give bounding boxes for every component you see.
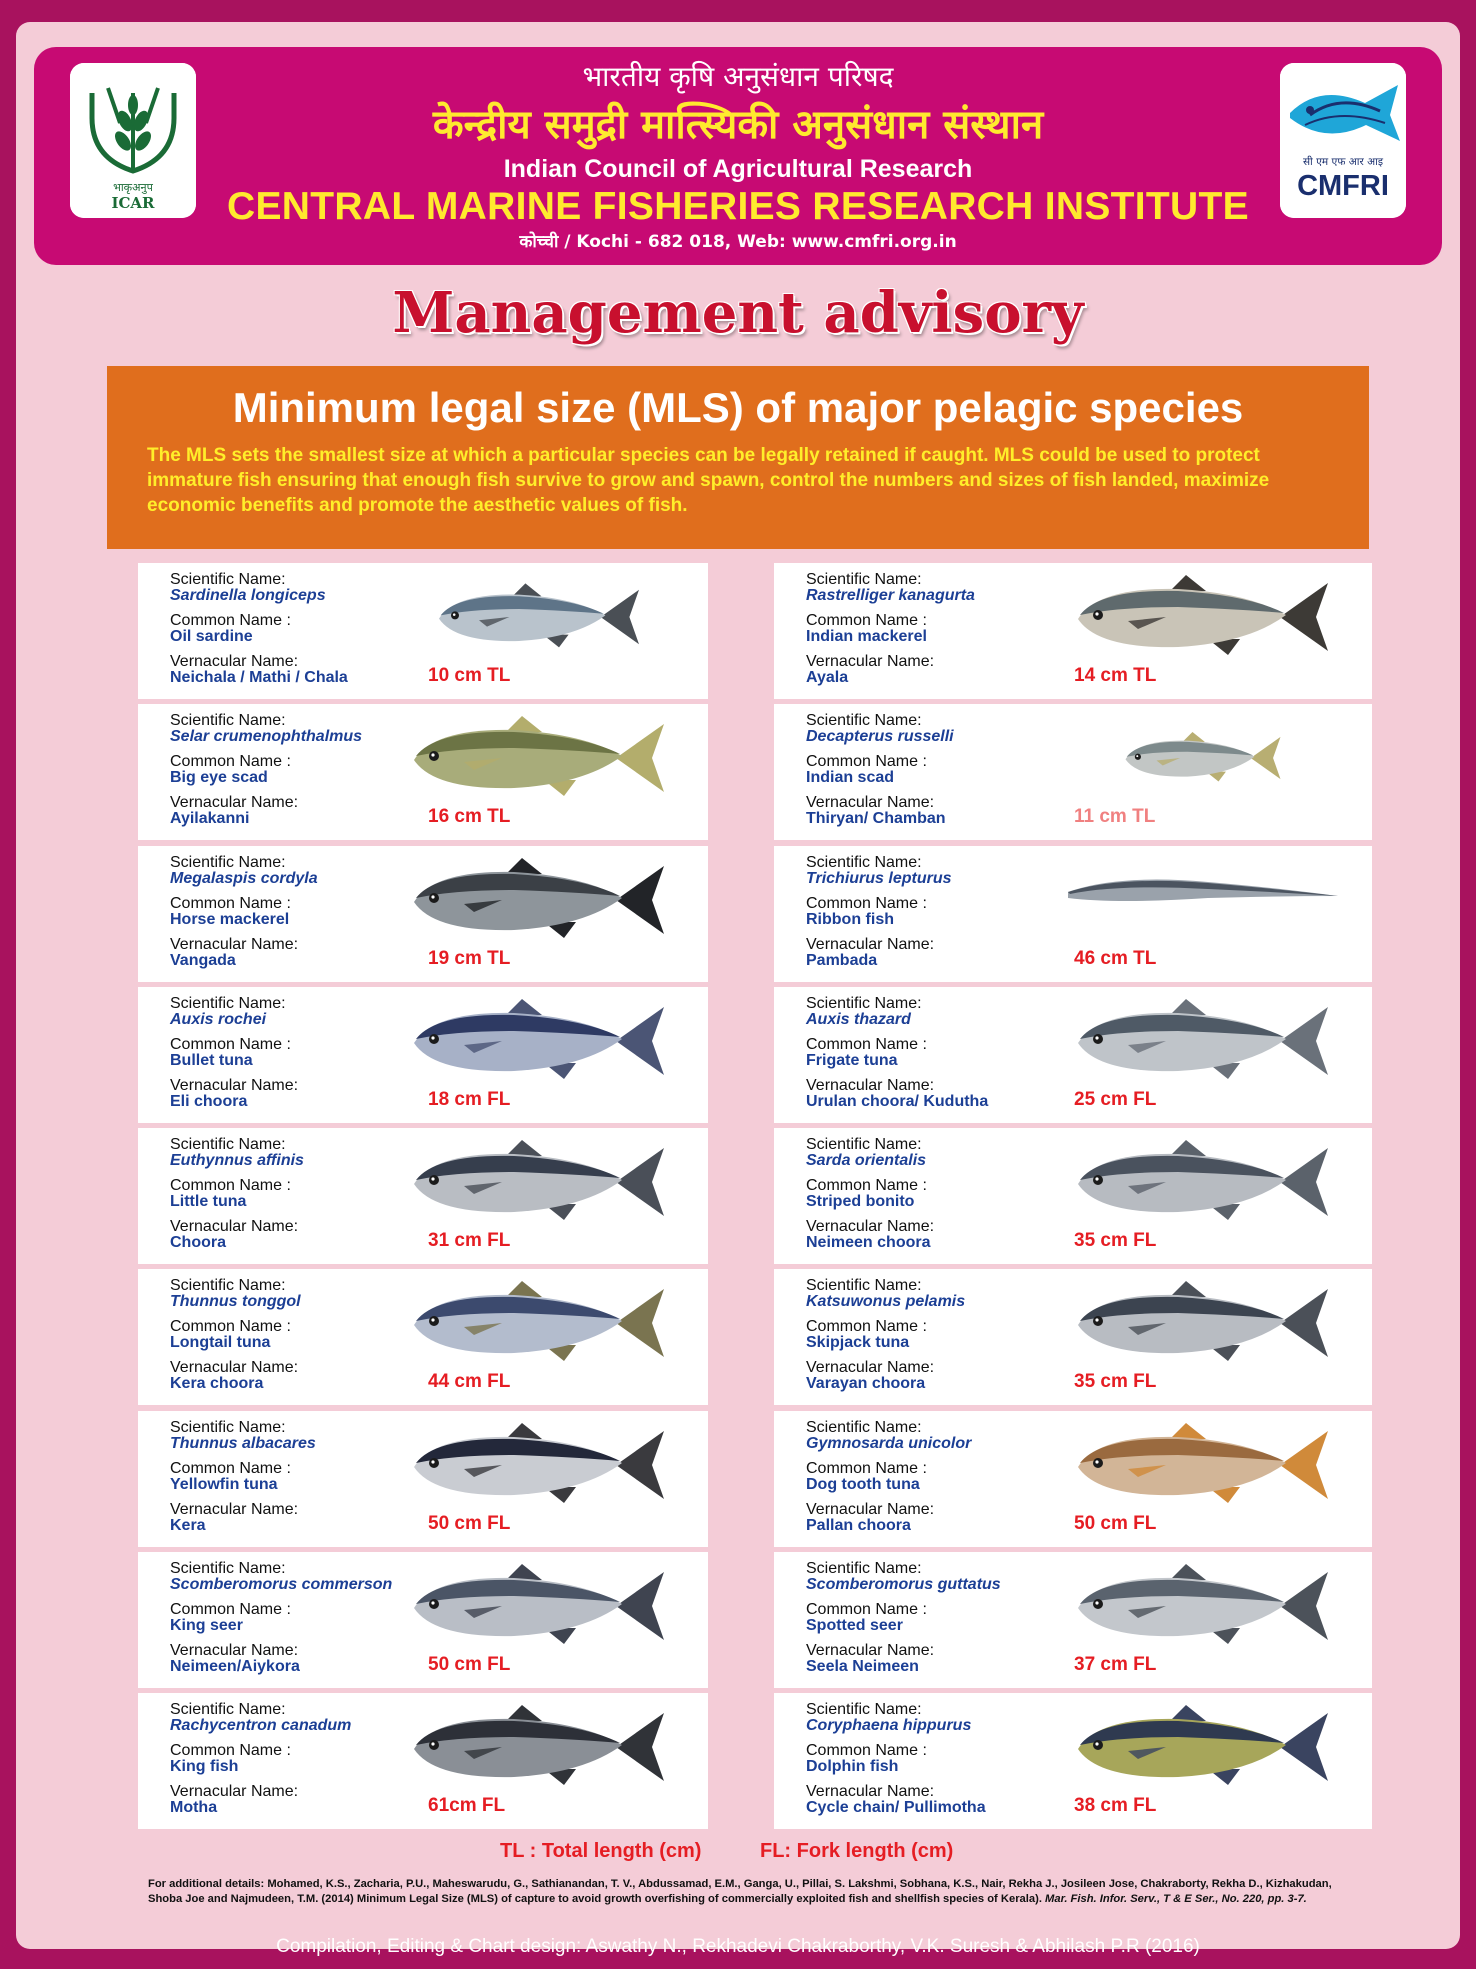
legend-fl: FL: Fork length (cm) [760,1840,954,1862]
scientific-label: Scientific Name: [170,712,286,729]
species-card [774,846,1372,982]
scientific-name: Megalaspis cordyla [170,870,318,887]
fish-icon [1058,1134,1348,1230]
vernacular-name: Neichala / Mathi / Chala [170,669,348,686]
vernacular-name: Kera [170,1517,206,1534]
scientific-name: Thunnus tonggol [170,1293,301,1310]
mls-size: 25 cm FL [1074,1089,1157,1110]
fish-icon [1058,1275,1348,1371]
fish-icon [1058,1417,1348,1513]
mls-title: Minimum legal size (MLS) of major pelagic species [232,384,1244,431]
common-label: Common Name : [170,753,291,770]
vernacular-name: Seela Neimeen [806,1658,919,1675]
common-name: Oil sardine [170,628,253,645]
species-card [774,563,1372,699]
common-label: Common Name : [806,1318,927,1335]
species-card [138,1552,708,1688]
common-name: Indian mackerel [806,628,927,645]
scientific-name: Auxis thazard [806,1011,911,1028]
address-line: कोच्ची / Kochi - 682 018, Web: www.cmfri.org.in [519,232,957,252]
scientific-label: Scientific Name: [170,1701,286,1718]
scientific-name: Scomberomorus guttatus [806,1576,1001,1593]
credits-footer: Compilation, Editing & Chart design: Aswathy N., Rekhadevi Chakraborthy, V.K. Suresh & Abhilash P.R (2016) [276,1936,1200,1957]
mls-size: 50 cm FL [428,1654,511,1675]
svg-text:ICAR: ICAR [111,194,155,212]
species-card [138,1269,708,1405]
vernacular-name: Pambada [806,952,878,969]
species-card [774,987,1372,1123]
vernacular-name: Neimeen choora [806,1234,931,1251]
scientific-label: Scientific Name: [170,1136,286,1153]
org-name: Indian Council of Agricultural Research [503,155,973,183]
species-card [138,987,708,1123]
common-label: Common Name : [170,1318,291,1335]
vernacular-name: Urulan choora/ Kudutha [806,1093,989,1110]
scientific-name: Gymnosarda unicolor [806,1435,972,1452]
species-card [138,1128,708,1264]
scientific-name: Thunnus albacares [170,1435,316,1452]
fish-icon [1058,993,1348,1089]
fish-icon [394,1275,684,1371]
species-card [774,1128,1372,1264]
scientific-name: Decapterus russelli [806,728,954,745]
common-label: Common Name : [170,1742,291,1759]
vernacular-name: Cycle chain/ Pullimotha [806,1799,986,1816]
vernacular-label: Vernacular Name: [170,1501,299,1518]
mls-size: 50 cm FL [1074,1513,1157,1534]
common-name: Spotted seer [806,1617,903,1634]
mls-size: 50 cm FL [428,1513,511,1534]
common-label: Common Name : [806,612,927,629]
fish-icon [394,852,684,948]
common-name: Little tuna [170,1193,247,1210]
scientific-name: Scomberomorus commerson [170,1576,393,1593]
scientific-label: Scientific Name: [806,995,922,1012]
vernacular-label: Vernacular Name: [170,653,299,670]
svg-text:सी एम एफ आर आइ: सी एम एफ आर आइ [1302,156,1384,168]
scientific-label: Scientific Name: [170,1560,286,1577]
mls-size: 61cm FL [428,1795,506,1816]
mls-size: 10 cm TL [428,665,511,686]
common-name: Ribbon fish [806,911,894,928]
species-card [774,704,1372,840]
vernacular-label: Vernacular Name: [806,1077,935,1094]
vernacular-name: Ayilakanni [170,810,250,827]
species-card [774,1552,1372,1688]
fish-icon [394,1558,684,1654]
mls-description: The MLS sets the smallest size at which a particular species can be legally retained if caught. MLS could be used to protect immature fish ensuring that enough fish survive to grow and spawn, control the numbers and sizes of fish landed, maximize economic benefits and promote the aesthetic values of fish. [147,445,1270,516]
scientific-label: Scientific Name: [170,995,286,1012]
species-card [774,1411,1372,1547]
vernacular-name: Eli choora [170,1093,248,1110]
common-label: Common Name : [170,1177,291,1194]
scientific-name: Selar crumenophthalmus [170,728,363,745]
common-name: Skipjack tuna [806,1334,910,1351]
fish-icon [1058,569,1348,665]
vernacular-label: Vernacular Name: [806,1783,935,1800]
common-label: Common Name : [806,1601,927,1618]
mls-size: 38 cm FL [1074,1795,1157,1816]
mls-size: 35 cm FL [1074,1371,1157,1392]
vernacular-name: Vangada [170,952,236,969]
scientific-name: Katsuwonus pelamis [806,1293,966,1310]
vernacular-name: Thiryan/ Chamban [806,810,946,827]
vernacular-label: Vernacular Name: [806,653,935,670]
scientific-name: Rastrelliger kanagurta [806,587,975,604]
scientific-label: Scientific Name: [170,854,286,871]
fish-icon [394,1134,684,1230]
hindi-org-name: भारतीय कृषि अनुसंधान परिषद [582,60,894,93]
common-label: Common Name : [806,1742,927,1759]
hindi-institute-name: केन्द्रीय समुद्री मात्स्यिकी अनुसंधान संस्थान [432,102,1044,148]
svg-text:भाकृअनुप: भाकृअनुप [113,181,153,194]
common-label: Common Name : [806,1036,927,1053]
common-label: Common Name : [170,1036,291,1053]
common-label: Common Name : [806,1177,927,1194]
vernacular-label: Vernacular Name: [170,1783,299,1800]
mls-size: 11 cm TL [1074,806,1156,827]
scientific-label: Scientific Name: [806,1701,922,1718]
common-label: Common Name : [806,895,927,912]
vernacular-name: Motha [170,1799,218,1816]
common-label: Common Name : [806,753,927,770]
svg-text:CMFRI: CMFRI [1297,170,1389,202]
mls-size: 16 cm TL [428,806,511,827]
common-name: King seer [170,1617,243,1634]
scientific-label: Scientific Name: [806,1560,922,1577]
scientific-label: Scientific Name: [170,1277,286,1294]
reference-text: For additional details: Mohamed, K.S., Zacharia, P.U., Maheswarudu, G., Sathianandan, T. V., Abdussamad, E.M., Ganga, U., Pillai, S. Lakshmi, Sobhana, K.S., Nair, Rekha J., Josileen Jose, Chakraborty, Rekha D., Kizhakudan, Shoba Joe and Najmudeen, T.M. (2014) Minimum Legal Size (MLS) of capture to avoid growth overfishing of commercially exploited fish and shellfish species of Kerala). [148,1878,1332,1905]
references [148,1877,1338,1907]
vernacular-label: Vernacular Name: [806,794,935,811]
common-name: Dog tooth tuna [806,1476,920,1493]
vernacular-name: Ayala [806,669,849,686]
mls-size: 44 cm FL [428,1371,511,1392]
mls-size: 37 cm FL [1074,1654,1157,1675]
scientific-name: Coryphaena hippurus [806,1717,972,1734]
scientific-label: Scientific Name: [806,571,922,588]
scientific-name: Rachycentron canadum [170,1717,352,1734]
vernacular-name: Neimeen/Aiykora [170,1658,300,1675]
legend-tl: TL : Total length (cm) [500,1840,702,1862]
mls-banner [107,366,1369,549]
common-name: Indian scad [806,769,895,786]
mls-size: 18 cm FL [428,1089,511,1110]
vernacular-name: Kera choora [170,1375,264,1392]
mls-size: 14 cm TL [1074,665,1157,686]
scientific-label: Scientific Name: [806,1419,922,1436]
scientific-label: Scientific Name: [170,1419,286,1436]
common-label: Common Name : [170,895,291,912]
fish-icon [1058,710,1348,806]
scientific-label: Scientific Name: [806,854,922,871]
header-banner [34,47,1442,265]
common-name: Bullet tuna [170,1052,253,1069]
common-name: King fish [170,1758,239,1775]
common-name: Striped bonito [806,1193,915,1210]
fish-icon [394,1417,684,1513]
vernacular-label: Vernacular Name: [806,1642,935,1659]
common-label: Common Name : [170,1601,291,1618]
fish-icon [1058,852,1348,948]
institute-name: CENTRAL MARINE FISHERIES RESEARCH INSTITUTE [227,185,1249,228]
common-name: Longtail tuna [170,1334,271,1351]
common-name: Yellowfin tuna [170,1476,278,1493]
scientific-label: Scientific Name: [806,1136,922,1153]
vernacular-label: Vernacular Name: [170,1218,299,1235]
species-card [138,563,708,699]
scientific-label: Scientific Name: [806,1277,922,1294]
vernacular-label: Vernacular Name: [170,1077,299,1094]
vernacular-label: Vernacular Name: [170,794,299,811]
vernacular-label: Vernacular Name: [170,1359,299,1376]
species-card [138,1411,708,1547]
vernacular-label: Vernacular Name: [806,1218,935,1235]
species-card [138,1693,708,1829]
vernacular-name: Varayan choora [806,1375,926,1392]
vernacular-label: Vernacular Name: [170,1642,299,1659]
mls-size: 19 cm TL [428,948,511,969]
vernacular-label: Vernacular Name: [806,1501,935,1518]
common-label: Common Name : [170,612,291,629]
vernacular-label: Vernacular Name: [806,1359,935,1376]
species-card [774,1269,1372,1405]
fish-icon [1058,1558,1348,1654]
scientific-name: Sardinella longiceps [170,587,326,604]
species-card [138,704,708,840]
scientific-label: Scientific Name: [806,712,922,729]
common-label: Common Name : [170,1460,291,1477]
species-card [138,846,708,982]
mls-size: 46 cm TL [1074,948,1157,969]
fish-icon [1058,1699,1348,1795]
fish-icon [394,1699,684,1795]
scientific-name: Trichiurus lepturus [806,870,952,887]
common-name: Dolphin fish [806,1758,899,1775]
common-name: Big eye scad [170,769,268,786]
scientific-name: Auxis rochei [170,1011,267,1028]
mls-size: 35 cm FL [1074,1230,1157,1251]
common-name: Frigate tuna [806,1052,898,1069]
advisory-title: Management advisory [392,280,1084,346]
fish-icon [394,569,684,665]
fish-icon [394,710,684,806]
species-card [774,1693,1372,1829]
common-label: Common Name : [806,1460,927,1477]
vernacular-name: Choora [170,1234,226,1251]
scientific-label: Scientific Name: [170,571,286,588]
reference-journal: Mar. Fish. Infor. Serv., T & E Ser., No. 220, pp. 3-7. [1045,1893,1307,1905]
scientific-name: Euthynnus affinis [170,1152,304,1169]
vernacular-name: Pallan choora [806,1517,911,1534]
scientific-name: Sarda orientalis [806,1152,927,1169]
vernacular-label: Vernacular Name: [170,936,299,953]
common-name: Horse mackerel [170,911,290,928]
vernacular-label: Vernacular Name: [806,936,935,953]
mls-size: 31 cm FL [428,1230,511,1251]
fish-icon [394,993,684,1089]
